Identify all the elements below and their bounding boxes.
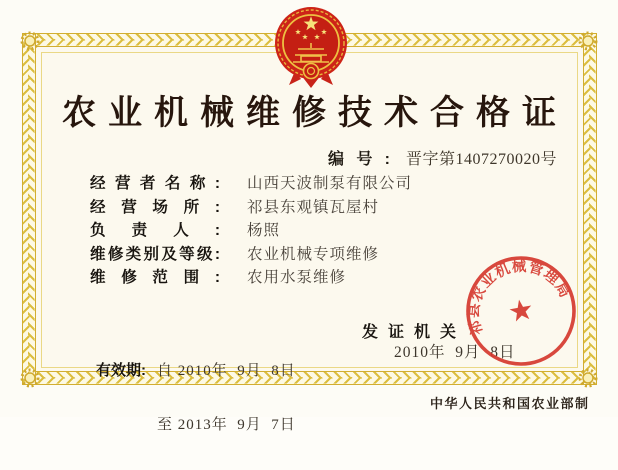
gear-ornament-icon xyxy=(577,367,599,389)
field-row-operator-name xyxy=(90,172,412,196)
issuer-label: 发证机关 xyxy=(362,324,467,341)
certificate-fields xyxy=(90,172,412,290)
official-seal-icon xyxy=(451,241,590,380)
serial-label: 编号: xyxy=(328,151,390,168)
seal-text: 祁县农业机械管理局 xyxy=(466,258,574,337)
validity-from: 自 2010年 9月 8日 xyxy=(157,363,296,379)
gear-ornament-icon xyxy=(19,367,41,389)
serial-value: 晋字第1407270020号 xyxy=(406,151,558,168)
field-value: 农用水泵维修 xyxy=(247,269,347,286)
validity-from-line xyxy=(96,362,296,380)
gear-ornament-icon xyxy=(577,30,599,52)
serial-number-row xyxy=(328,146,557,169)
validity-to: 至 2013年 9月 7日 xyxy=(157,417,296,433)
field-label: 经营者名称: xyxy=(90,175,220,192)
gear-ornament-icon xyxy=(19,30,41,52)
field-row-repair-scope xyxy=(90,266,412,290)
certificate-title: 农业机械维修技术合格证 xyxy=(62,94,568,132)
field-value: 山西天波制泵有限公司 xyxy=(247,175,413,192)
validity-label: 有效期: xyxy=(96,362,146,379)
field-value: 农业机械专项维修 xyxy=(247,245,380,263)
field-label: 维修类别及等级: xyxy=(90,245,220,263)
china-national-emblem-icon xyxy=(271,5,351,89)
footer-imprint: 中华人民共和国农业部制 xyxy=(430,396,590,411)
field-label: 维修范围: xyxy=(90,269,220,286)
validity-to-line xyxy=(96,416,296,434)
svg-text:祁县农业机械管理局 xyxy=(455,248,578,338)
validity-block xyxy=(96,326,296,470)
field-value: 祁县东观镇瓦屋村 xyxy=(247,198,380,216)
issue-date: 2010年 9月 8日 xyxy=(394,344,516,361)
field-row-person-in-charge xyxy=(90,219,412,243)
field-row-business-place xyxy=(90,196,412,220)
field-label: 经营场所: xyxy=(90,198,220,216)
field-row-repair-category xyxy=(90,243,412,267)
field-value: 杨照 xyxy=(247,222,281,239)
field-label: 负责人: xyxy=(90,222,220,239)
